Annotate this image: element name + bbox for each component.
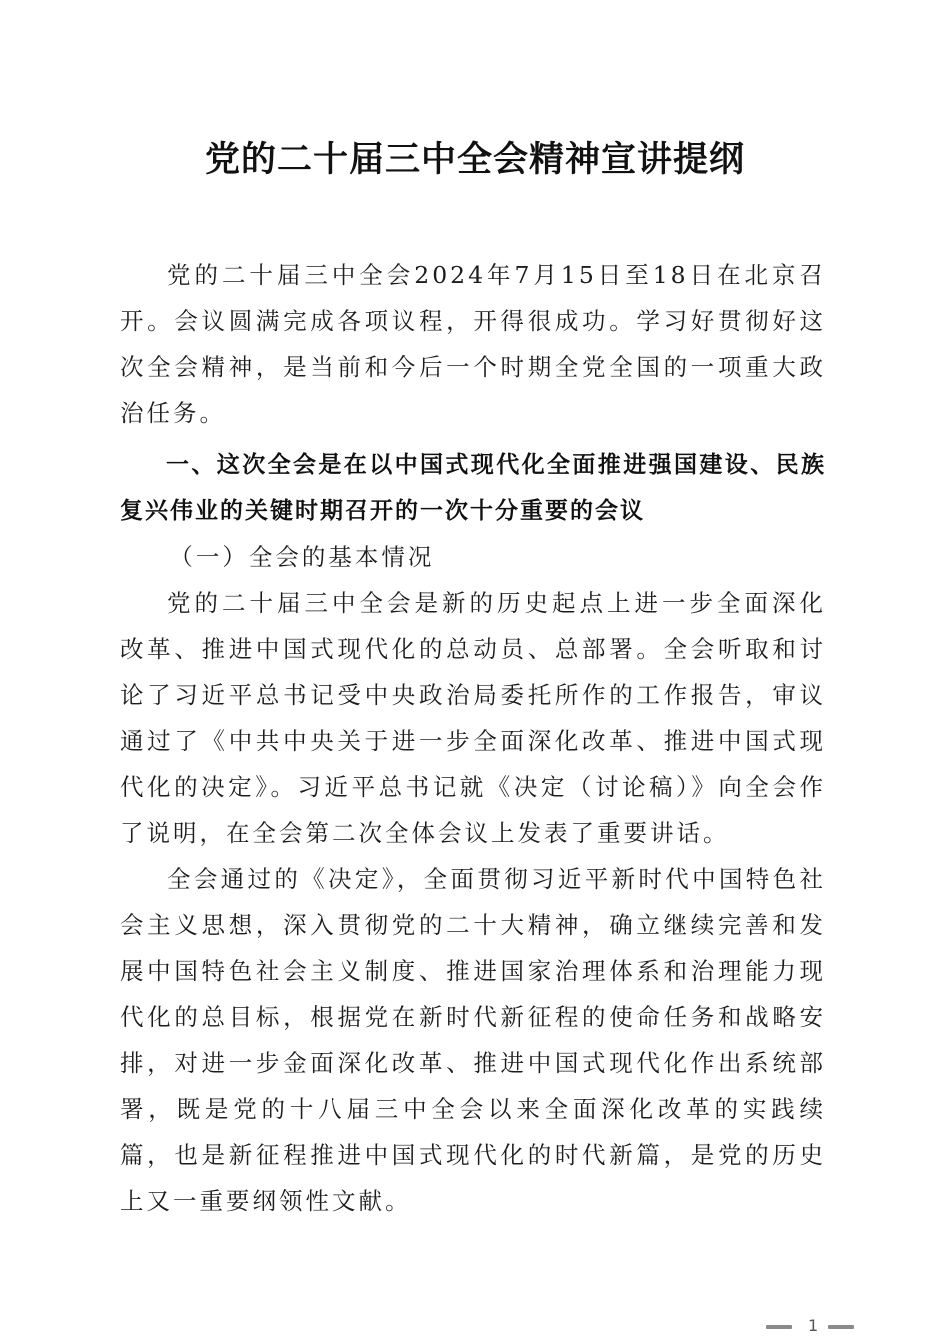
page-number-marker: [766, 1316, 856, 1335]
section-heading-1: 一、这次全会是在以中国式现代化全面推进强国建设、民族复兴伟业的关键时期召开的一次十分重要的会议: [120, 452, 826, 524]
body-paragraph-2: 全会通过的《决定》，全面贯彻习近平新时代中国特色社会主义思想，深入贯彻党的二十大精神，确立继续完善和发展中国特色社会主义制度、推进国家治理体系和治理能力现代化的总目标，根据党在新时代新征程的使命任务和战略安排，对进一步金面深化改革、推进中国式现代化作出系统部署，既是党的十八届三中全会以来全面深化改革的实践续篇，也是新征程推进中国式现代化的时代新篇，是党的历史上又一重要纲领性文献。: [120, 865, 826, 1215]
page-dash-right: [828, 1325, 854, 1329]
document-body: [120, 252, 826, 1224]
intro-paragraph: 党的二十届三中全会2024年7月15日至18日在北京召开。会议圆满完成各项议程，开得很成功。学习好贯彻好这次全会精神，是当前和今后一个时期全党全国的一项重大政治任务。: [120, 261, 826, 427]
page-dash-left: [766, 1325, 792, 1329]
body-paragraph-1: 党的二十届三中全会是新的历史起点上进一步全面深化改革、推进中国式现代化的总动员、总部署。全会听取和讨论了习近平总书记受中央政治局委托所作的工作报告，审议通过了《中共中央关于进一步全面深化改革、推进中国式现代化的决定》。习近平总书记就《决定（讨论稿）》向全会作了说明，在全会第二次全体会议上发表了重要讲话。: [120, 589, 826, 847]
page-number: 1: [808, 1316, 819, 1335]
document-title: 党的二十届三中全会精神宣讲提纲: [204, 139, 745, 180]
subsection-heading-1: （一）全会的基本情况: [169, 543, 435, 571]
